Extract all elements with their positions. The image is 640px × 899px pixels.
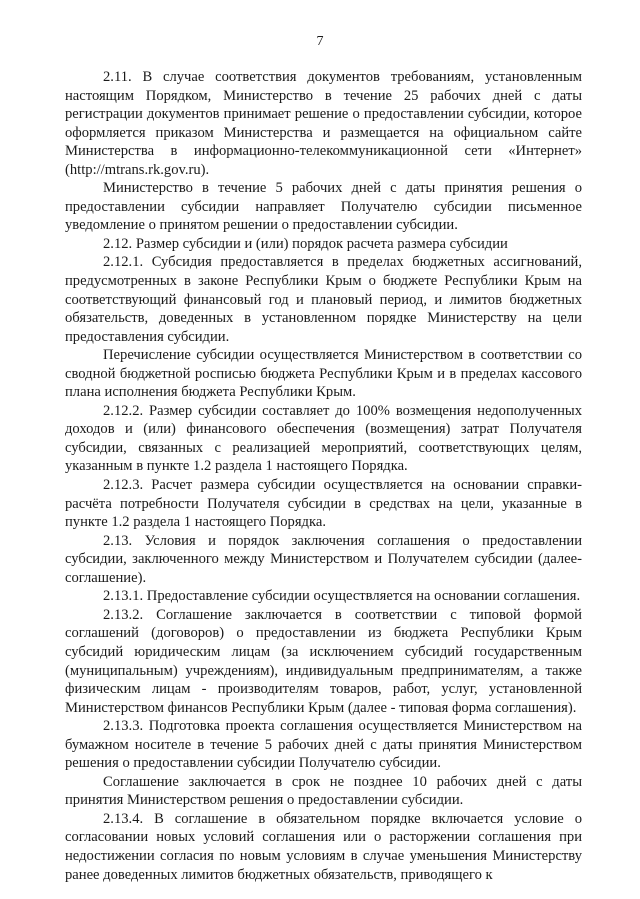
paragraph-2-13-1: 2.13.1. Предоставление субсидии осуществляется на основании соглашения. xyxy=(103,588,581,605)
paragraph-2-13-2: 2.13.2. Соглашение заключается в соответствии с типовой формой соглашений (договоров) о предоставлении из бюджета Республики Крым субсидий юридическим лицам (за исключением субсидий государственным (муниципальным) учреждениям), индивидуальным предпринимателям, а также физическим лицам - производителям товаров, работ, услуг, установленной Министерством финансов Республики Крым (далее - типовая форма соглашения). xyxy=(65,606,582,716)
document-body xyxy=(65,68,582,884)
paragraph-2-13-4: 2.13.4. В соглашение в обязательном порядке включается условие о согласовании новых условий соглашения или о расторжении соглашения при недостижении согласия по новым условиям в случае уменьшения Министерству ранее доведенных лимитов бюджетных обязательств, приводящего к xyxy=(65,810,582,883)
paragraph-notification: Министерство в течение 5 рабочих дней с даты принятия решения о предоставлении субсидии направляет Получателю субсидии письменное уведомление о принятом решении о предоставлении субсидии. xyxy=(65,180,582,234)
paragraph-2-12-1: 2.12.1. Субсидия предоставляется в пределах бюджетных ассигнований, предусмотренных в законе Республики Крым о бюджете Республики Крым на соответствующий финансовый год и плановый период, и лимитов бюджетных обязательств, доведенных в установленном порядке Министерству на цели предоставления субсидии. xyxy=(65,254,582,345)
page-number: 7 xyxy=(316,34,324,49)
paragraph-2-13-3: 2.13.3. Подготовка проекта соглашения осуществляется Министерством на бумажном носителе в течение 5 рабочих дней с даты принятия Министерством решения о предоставлении субсидии Получателю субсидии. xyxy=(65,718,582,772)
paragraph-2-12: 2.12. Размер субсидии и (или) порядок расчета размера субсидии xyxy=(103,235,508,252)
paragraph-2-12-3: 2.12.3. Расчет размера субсидии осуществляется на основании справки-расчёта потребности Получателя субсидии в средствах на цели, указанные в пункте 1.2 раздела 1 настоящего Порядка. xyxy=(65,477,582,531)
paragraph-2-13: 2.13. Условия и порядок заключения соглашения о предоставлении субсидии, заключенного между Министерством и Получателем субсидии (далее- соглашение). xyxy=(65,532,582,586)
paragraph-2-12-2: 2.12.2. Размер субсидии составляет до 100% возмещения недополученных доходов и (или) финансового обеспечения (возмещения) затрат Получателя субсидии, связанных с реализацией мероприятий, соответствующих целям, указанным в пункте 1.2 раздела 1 настоящего Порядка. xyxy=(65,402,582,475)
paragraph-transfer: Перечисление субсидии осуществляется Министерством в соответствии со сводной бюджетной росписью бюджета Республики Крым и в пределах кассового плана исполнения бюджета Республики Крым. xyxy=(65,347,582,401)
paragraph-2-11: 2.11. В случае соответствия документов требованиям, установленным настоящим Порядком, Министерство в течение 25 рабочих дней с даты регистрации документов принимает решение о предоставлении субсидии, которое оформляется приказом Министерства и размещается на официальном сайте Министерства в информационно-телекоммуникационной сети «Интернет» (http://mtrans.rk.gov.ru). xyxy=(65,69,582,178)
paragraph-agreement-term: Соглашение заключается в срок не позднее 10 рабочих дней с даты принятия Министерством решения о предоставлении субсидии. xyxy=(65,773,582,809)
